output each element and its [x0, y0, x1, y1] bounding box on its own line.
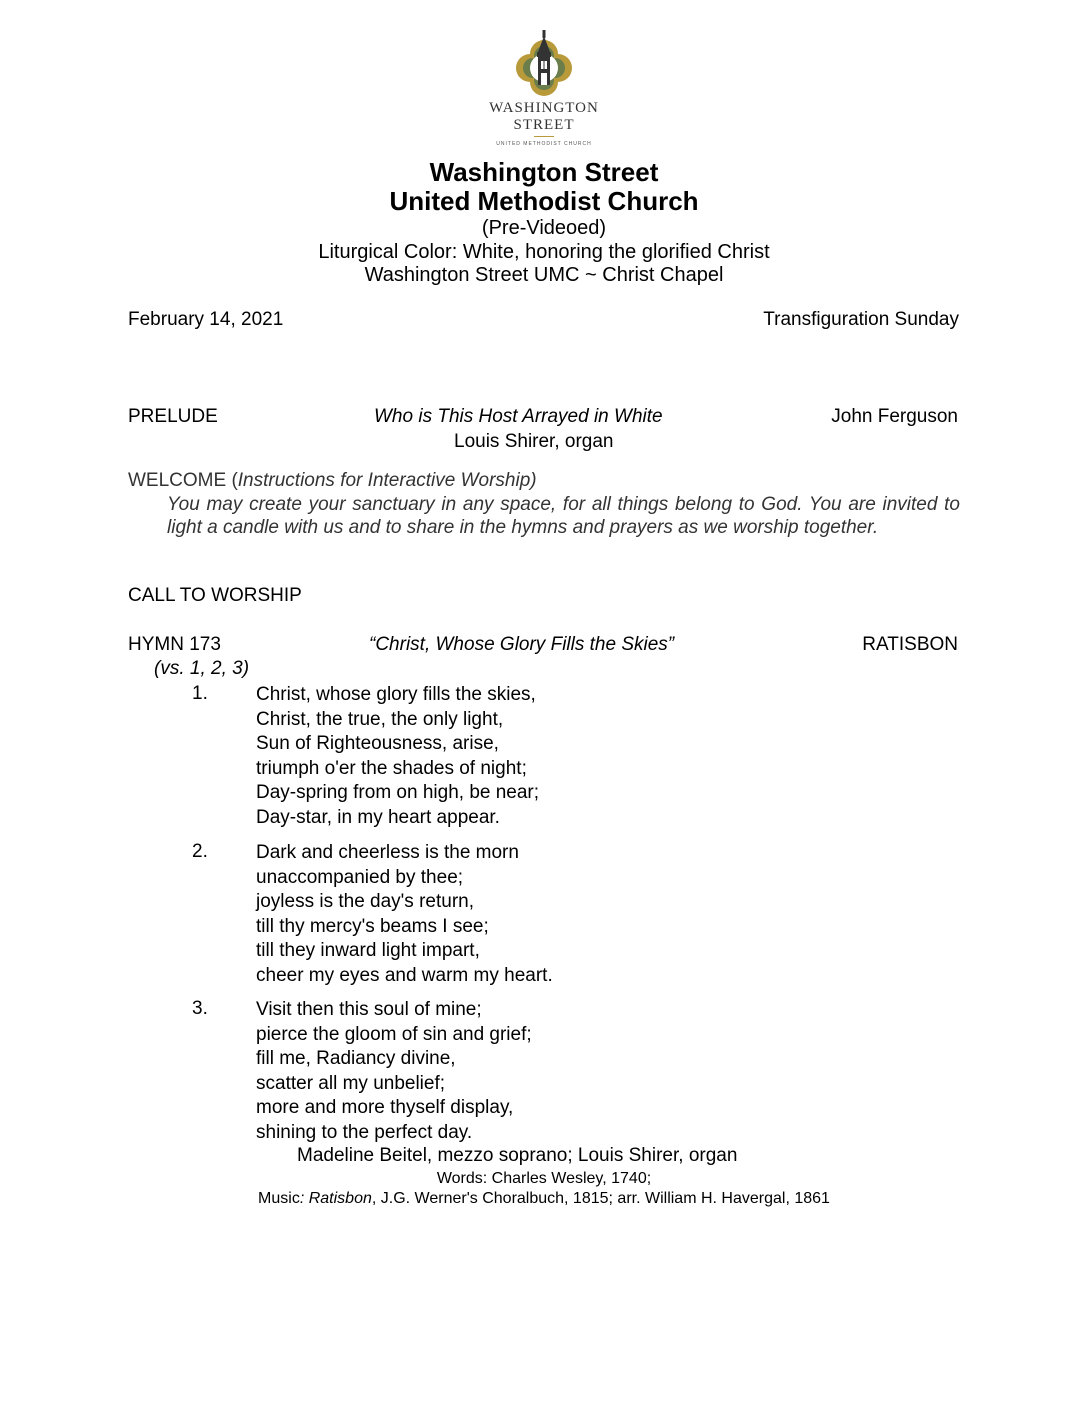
- prelude-performer: Louis Shirer, organ: [454, 431, 614, 452]
- music-credit-source: , J.G. Werner's Choralbuch, 1815; arr. William H. Havergal, 1861: [371, 1190, 830, 1207]
- verse-line: Christ, the true, the only light,: [256, 708, 504, 730]
- logo-wordmark-line2: STREET: [513, 117, 575, 133]
- verse-line: till they inward light impart,: [256, 940, 480, 961]
- music-credit-tune: : Ratisbon: [299, 1190, 372, 1207]
- verse-2-lines: [256, 841, 553, 988]
- service-note: (Pre-Videoed): [481, 217, 607, 239]
- chapel-spire-logo-icon: [512, 28, 576, 98]
- church-logo: [0, 28, 1088, 103]
- liturgical-color: Liturgical Color: White, honoring the glorified Christ: [318, 241, 770, 263]
- verse-line: shining to the perfect day.: [256, 1121, 473, 1143]
- welcome-heading: [128, 470, 537, 492]
- verse-1-lines: [256, 683, 539, 830]
- verse-line: unaccompanied by thee;: [256, 866, 464, 888]
- prelude-composer: John Ferguson: [831, 406, 958, 427]
- verse-line: Dark and cheerless is the morn: [256, 842, 519, 863]
- logo-divider: [534, 136, 554, 137]
- music-credit: [0, 1190, 1088, 1208]
- church-name-line1: Washington Street: [429, 157, 659, 187]
- verse-line: Christ, whose glory fills the skies,: [256, 684, 536, 705]
- service-date: February 14, 2021: [128, 309, 284, 330]
- verse-line: Day-spring from on high, be near;: [256, 782, 540, 803]
- service-location: Washington Street UMC ~ Christ Chapel: [364, 264, 724, 286]
- prelude-title: Who is This Host Arrayed in White: [374, 406, 663, 427]
- verse-line: more and more thyself display,: [256, 1097, 514, 1118]
- music-credit-label: Music: [258, 1190, 300, 1207]
- liturgical-occasion: Transfiguration Sunday: [763, 309, 959, 330]
- prelude-label: PRELUDE: [128, 406, 218, 427]
- hymn-tune: RATISBON: [862, 634, 958, 655]
- words-credit: Words: Charles Wesley, 1740;: [436, 1170, 652, 1187]
- welcome-text: You may create your sanctuary in any space, for all things belong to God. You are invited to light a candle with us and to share in the hymns and prayers as we worship together.: [167, 494, 960, 538]
- logo-wordmark-line1: WASHINGTON: [489, 100, 599, 116]
- verse-number: 1.: [192, 683, 208, 704]
- verse-line: triumph o'er the shades of night;: [256, 757, 527, 779]
- hymn-verses-note: (vs. 1, 2, 3): [154, 658, 250, 679]
- verse-line: till thy mercy's beams I see;: [256, 915, 489, 937]
- verse-line: joyless is the day's return,: [256, 891, 474, 912]
- hymn-label: HYMN 173: [128, 634, 221, 655]
- verse-line: fill me, Radiancy divine,: [256, 1048, 456, 1069]
- verse-line: Day-star, in my heart appear.: [256, 806, 500, 828]
- hymn-performers: Madeline Beitel, mezzo soprano; Louis Shirer, organ: [297, 1145, 738, 1166]
- verse-line: scatter all my unbelief;: [256, 1072, 446, 1094]
- verse-line: Sun of Righteousness, arise,: [256, 733, 499, 754]
- verse-line: pierce the gloom of sin and grief;: [256, 1023, 532, 1045]
- hymn-title: “Christ, Whose Glory Fills the Skies”: [369, 634, 675, 655]
- verse-line: Visit then this soul of mine;: [256, 999, 482, 1020]
- call-to-worship-heading: CALL TO WORSHIP: [128, 585, 302, 606]
- welcome-instructions: Instructions for Interactive Worship): [237, 470, 537, 491]
- logo-subtitle: UNITED METHODIST CHURCH: [496, 141, 592, 147]
- verse-number: 3.: [192, 998, 208, 1019]
- welcome-label: WELCOME (: [128, 470, 238, 491]
- verse-3-lines: [256, 998, 532, 1145]
- verse-line: cheer my eyes and warm my heart.: [256, 964, 553, 986]
- church-name-line2: United Methodist Church: [389, 186, 699, 216]
- verse-number: 2.: [192, 841, 208, 862]
